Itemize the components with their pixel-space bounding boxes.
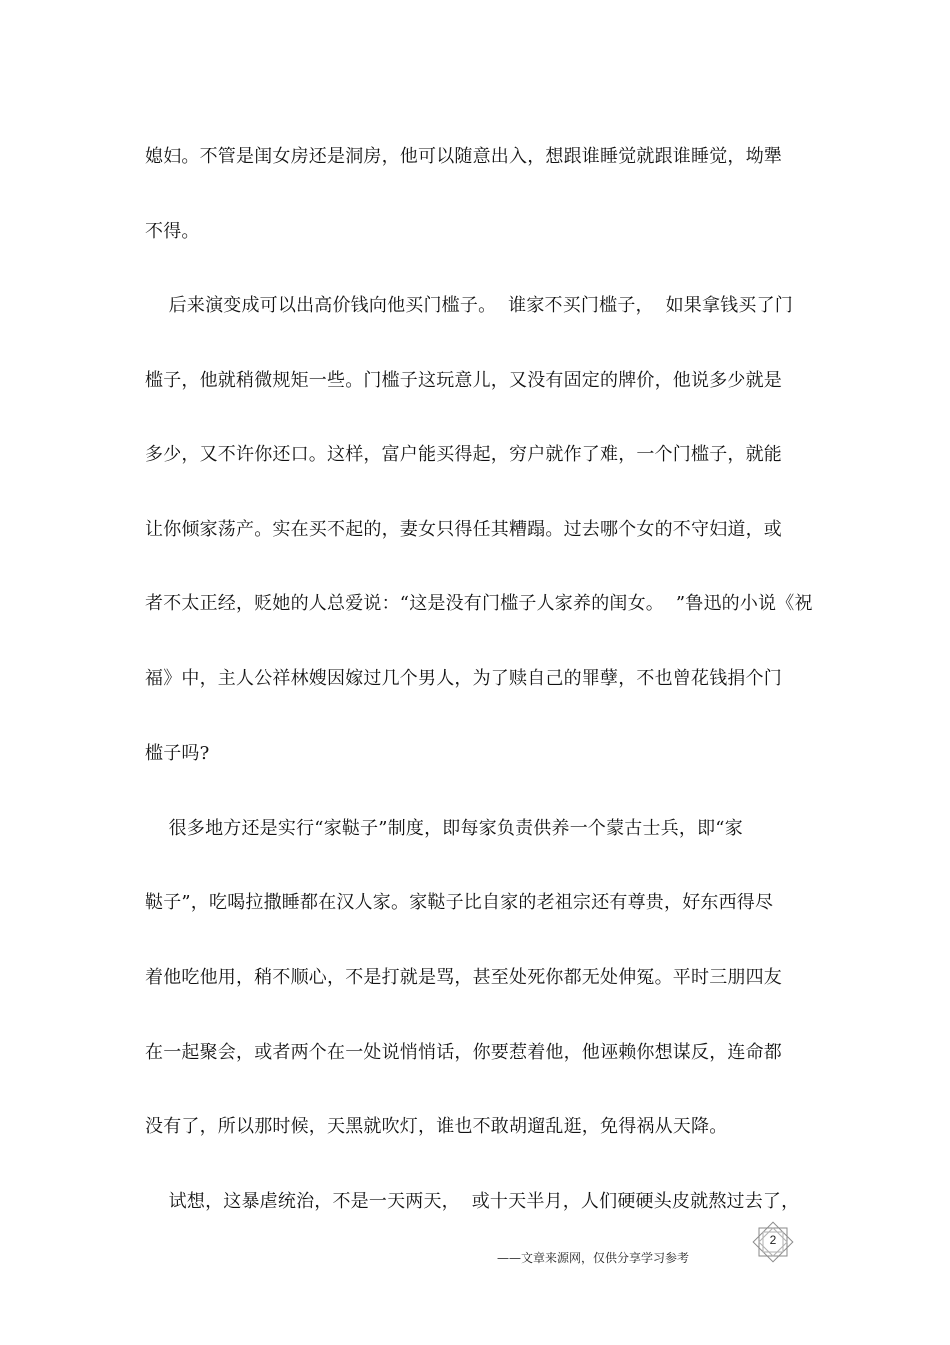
paragraph-line: 没有了，所以那时候，天黑就吹灯，谁也不敢胡遛乱逛，免得祸从天降。 [145, 1116, 728, 1137]
source-note: ——文章来源网，仅供分享学习参考 [497, 1251, 690, 1265]
paragraph-line: 多少，又不许你还口。这样，富户能买得起，穷户就作了难，一个门槛子，就能 [145, 444, 782, 465]
page-number-badge [749, 1218, 797, 1266]
paragraph-line: 后来演变成可以出高价钱向他买门槛子。 谁家不买门槛子， 如果拿钱买了门 [145, 295, 793, 316]
paragraph-line: 槛子，他就稍微规矩一些。门槛子这玩意儿，又没有固定的牌价，他说多少就是 [145, 370, 782, 391]
paragraph-line: 让你倾家荡产。实在买不起的，妻女只得任其糟蹋。过去哪个女的不守妇道，或 [145, 519, 782, 540]
paragraph-line: 者不太正经，贬她的人总爱说：“这是没有门槛子人家养的闺女。 ”鲁迅的小说《祝 [145, 593, 813, 614]
paragraph-line: 槛子吗? [145, 743, 210, 764]
paragraph-line: 着他吃他用，稍不顺心，不是打就是骂，甚至处死你都无处伸冤。平时三朋四友 [145, 967, 782, 988]
paragraph-line: 鞑子”，吃喝拉撒睡都在汉人家。家鞑子比自家的老祖宗还有尊贵，好东西得尽 [145, 892, 774, 913]
page-number: 2 [769, 1233, 777, 1247]
paragraph-line: 在一起聚会，或者两个在一处说悄悄话，你要惹着他，他诬赖你想谋反，连命都 [145, 1042, 782, 1063]
paragraph-line: 很多地方还是实行“家鞑子”制度，即每家负责供养一个蒙古士兵，即“家 [145, 818, 743, 839]
paragraph-line: 不得。 [145, 221, 200, 242]
paragraph-line: 媳妇。不管是闺女房还是洞房，他可以随意出入，想跟谁睡觉就跟谁睡觉，坳犟 [145, 146, 782, 167]
paragraph-line: 福》中，主人公祥林嫂因嫁过几个男人，为了赎自己的罪孽，不也曾花钱捐个门 [145, 668, 782, 689]
paragraph-line: 试想，这暴虐统治，不是一天两天， 或十天半月，人们硬硬头皮就熬过去了， [145, 1191, 800, 1212]
